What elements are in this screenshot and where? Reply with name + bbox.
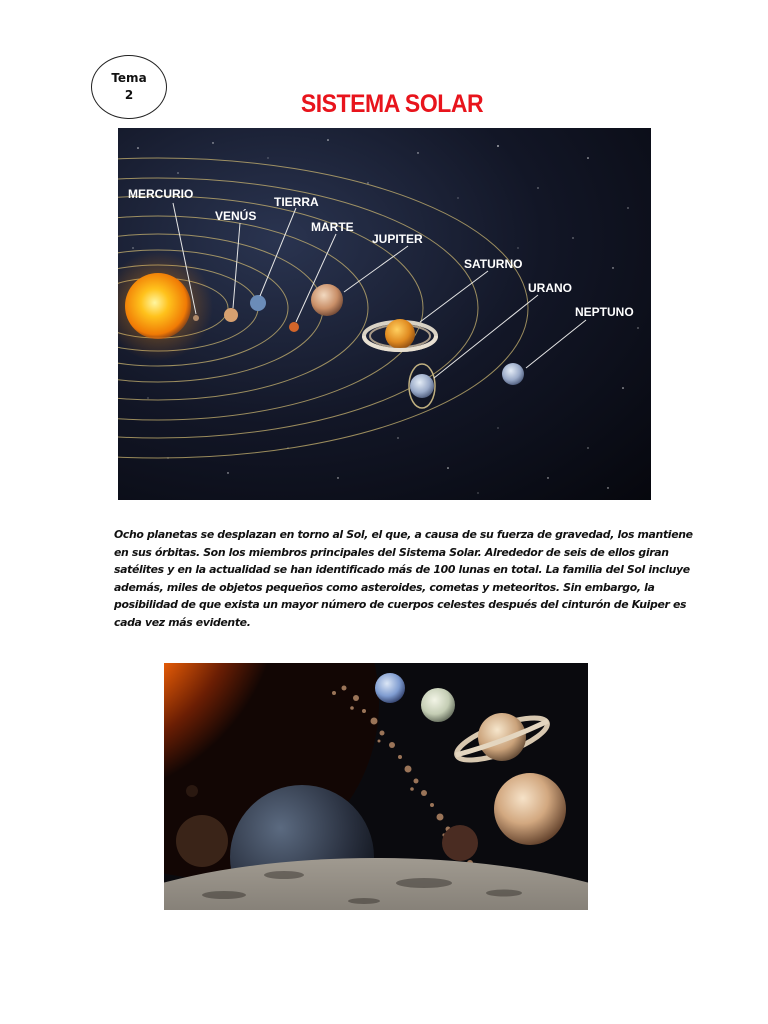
label-jupiter: JUPITER bbox=[372, 232, 423, 246]
topic-label: Tema bbox=[111, 71, 147, 85]
label-tierra: TIERRA bbox=[274, 195, 319, 209]
mars-planet bbox=[289, 322, 299, 332]
topic-number: 2 bbox=[124, 88, 134, 102]
body-paragraph: Ocho planetas se desplazan en torno al Sol, el que, a causa de su fuerza de gravedad, los mantiene en sus órbitas. Son los miembros principales del Sistema Solar. Alrededor de seis de ellos giran satélites y en la actualidad se han identificado más de 100 lunas en total. La familia del Sol incluye además, miles de objetos pequeños como asteroides, cometas y meteoritos. Sin embargo, la posibilidad de que exista un mayor número de cuerpos celestes después del cinturón de Kuiper es cada vez más evidente. bbox=[114, 528, 693, 629]
sun bbox=[125, 273, 191, 339]
label-neptuno: NEPTUNO bbox=[575, 305, 634, 319]
solar-system-orbit-diagram bbox=[118, 128, 651, 500]
neptune-planet bbox=[421, 688, 455, 722]
uranus-planet bbox=[375, 673, 405, 703]
earth-planet bbox=[250, 295, 266, 311]
label-marte: MARTE bbox=[311, 220, 354, 234]
topic-badge bbox=[91, 55, 167, 119]
label-urano: URANO bbox=[528, 281, 572, 295]
venus-planet bbox=[224, 308, 238, 322]
jupiter-planet bbox=[311, 284, 343, 316]
label-saturno: SATURNO bbox=[464, 257, 523, 271]
solar-system-illustration bbox=[164, 663, 588, 910]
neptune-planet bbox=[502, 363, 524, 385]
page-title: SISTEMA SOLAR bbox=[300, 90, 484, 118]
small-dark-planet bbox=[186, 785, 198, 797]
mars-planet bbox=[442, 825, 478, 861]
mercury-planet bbox=[193, 315, 199, 321]
mercury-planet bbox=[176, 815, 228, 867]
jupiter-planet bbox=[494, 773, 566, 845]
label-mercurio: MERCURIO bbox=[128, 187, 194, 201]
label-venus: VENÚS bbox=[215, 209, 257, 223]
